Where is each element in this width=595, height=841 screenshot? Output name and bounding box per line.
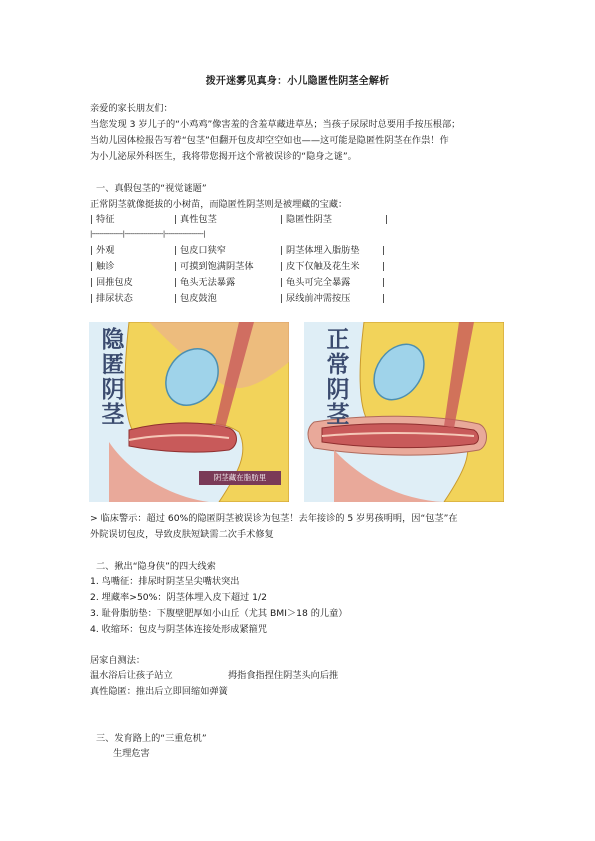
- section2-heading: 二、揪出“隐身侠”的四大线索: [96, 561, 216, 572]
- warning-line-2: 外院误切包皮，导致皮肤短缺需二次手术修复: [90, 529, 274, 540]
- table-cell: | 尿线前冲需按压: [280, 293, 351, 304]
- greeting: 亲爱的家长朋友们：: [90, 103, 173, 114]
- comparison-illustration: [89, 322, 504, 502]
- table-cell: | 龟头可完全暴露: [280, 277, 351, 288]
- label-character: 茎: [101, 402, 125, 428]
- table-cell: | 回推包皮: [90, 277, 133, 288]
- table-cell: |: [382, 245, 386, 256]
- intro-line-1: 当您发现 3 岁儿子的“小鸡鸡”像害羞的含羞草藏进草丛；当孩子尿尿时总要用手按压根部；: [90, 119, 461, 130]
- label-character: 隐: [101, 327, 125, 353]
- label-character: 匿: [101, 352, 125, 378]
- table-cell: | 龟头无法暴露: [174, 277, 236, 288]
- table-cell: | 外观: [90, 245, 115, 256]
- warning-line-1: > 临床警示：超过 60%的隐匿阴茎被误诊为包茎！去年接诊的 5 岁男孩明明，因“包茎”在: [90, 513, 458, 524]
- intro-line-2: 当幼儿园体检报告写着“包茎”但翻开包皮却空空如也——这可能是隐匿性阴茎在作祟！作: [90, 135, 449, 146]
- self-test-step-1: 温水浴后让孩子站立: [90, 670, 173, 681]
- table-cell: | 皮下仅触及花生米: [280, 261, 360, 272]
- table-row: [90, 243, 410, 258]
- table-cell: |: [382, 293, 386, 304]
- table-header-cell: | 特征: [90, 214, 115, 225]
- table-divider: |----------------|--------------------|--------------------|: [90, 230, 205, 238]
- clue-item: 2. 埋藏率>50%：阴茎体埋入皮下超过 1/2: [90, 592, 267, 603]
- table-row: [90, 275, 410, 290]
- table-cell: | 排尿状态: [90, 293, 133, 304]
- table-row: [90, 291, 410, 306]
- label-character: 阴: [326, 377, 350, 403]
- figure-caption: 阴茎藏在脂肪里: [199, 471, 281, 485]
- table-cell: | 可摸到饱满阴茎体: [174, 261, 254, 272]
- clue-item: 4. 收缩环：包皮与阴茎体连接处形成紧箍咒: [90, 624, 268, 635]
- document-title: 拨开迷雾见真身：小儿隐匿性阴茎全解析: [205, 76, 390, 87]
- table-cell: |: [382, 261, 386, 272]
- table-cell: | 包皮鼓泡: [174, 293, 217, 304]
- hidden-penis-panel: [89, 322, 289, 502]
- section3-subheading: 生理危害: [113, 748, 150, 759]
- label-character: 阴: [101, 377, 125, 403]
- table-cell: | 包皮口狭窄: [174, 245, 226, 256]
- section1-lead: 正常阴茎就像挺拔的小树苗，而隐匿性阴茎则是被埋藏的宝藏：: [90, 199, 348, 210]
- self-test-result: 真性隐匿：推出后立即回缩如弹簧: [90, 686, 228, 697]
- self-test-step-2: 拇指食指捏住阴茎头向后推: [228, 670, 339, 681]
- table-cell: | 阴茎体埋入脂肪垫: [280, 245, 360, 256]
- label-character: 正: [326, 327, 350, 353]
- table-header-cell: |: [385, 214, 389, 225]
- section1-heading: 一、真假包茎的“视觉谜题”: [96, 183, 207, 194]
- table-header: [90, 212, 410, 227]
- self-test-heading: 居家自测法：: [90, 655, 146, 666]
- table-cell: | 触诊: [90, 261, 115, 272]
- table-header-cell: | 隐匿性阴茎: [280, 214, 332, 225]
- clue-item: 3. 耻骨脂肪垫：下腹壁肥厚如小山丘（尤其 BMI＞18 的儿童）: [90, 608, 348, 619]
- normal-penis-label: [324, 328, 352, 428]
- table-header-cell: | 真性包茎: [174, 214, 217, 225]
- label-character: 茎: [326, 402, 350, 428]
- label-character: 常: [326, 352, 350, 378]
- normal-penis-panel: [304, 322, 504, 502]
- intro-line-3: 为小儿泌尿外科医生，我将带您揭开这个常被误诊的“隐身之谜”。: [90, 151, 357, 162]
- section3-heading: 三、发育路上的“三重危机”: [96, 733, 207, 744]
- hidden-penis-label: [99, 328, 127, 428]
- table-cell: |: [382, 277, 386, 288]
- clue-item: 1. 鸟嘴征：排尿时阴茎呈尖嘴状突出: [90, 576, 240, 587]
- table-row: [90, 259, 410, 274]
